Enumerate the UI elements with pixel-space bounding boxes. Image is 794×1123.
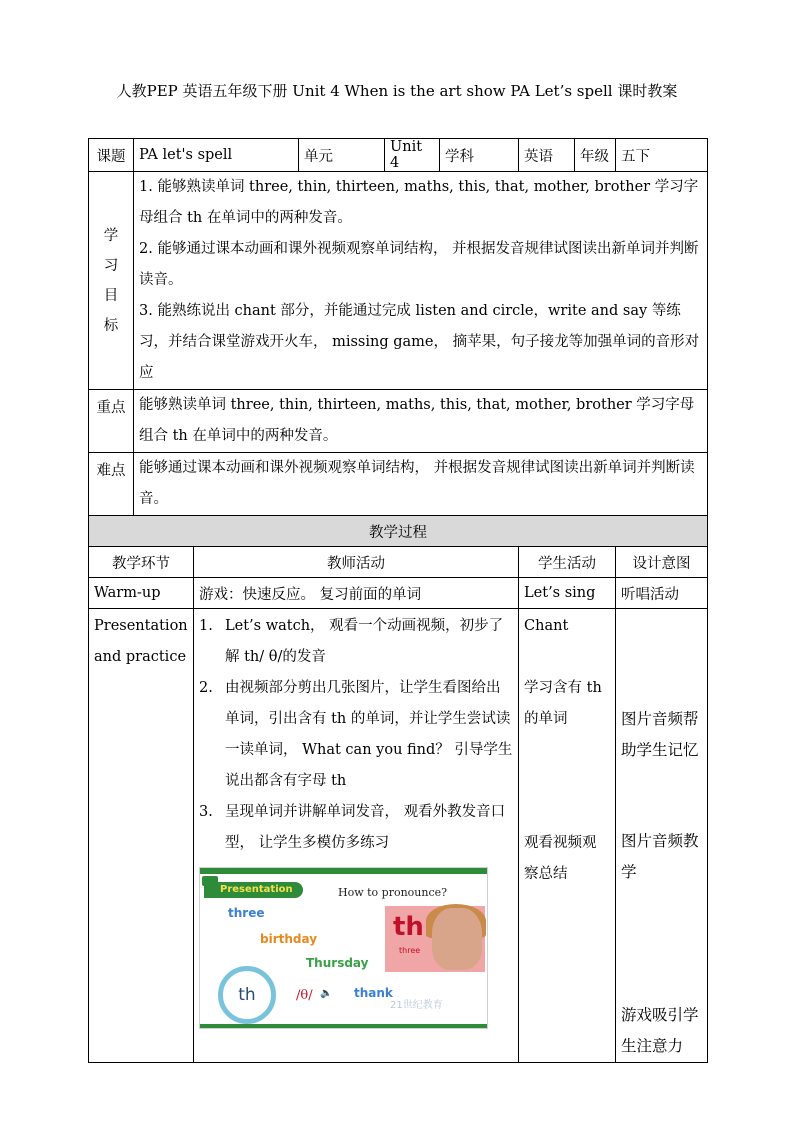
watermark-logo: 21世纪教育 — [390, 1000, 443, 1011]
difficulty-text: 能够通过课本动画和课外视频观察单词结构， 并根据发音规律试图读出新单词并判断读音。 — [134, 453, 708, 516]
process-title-row — [89, 516, 708, 547]
header-intent: 设计意图 — [616, 547, 708, 578]
presentation-student — [519, 609, 616, 1063]
grade-label: 年级 — [575, 139, 616, 172]
keypoint-row — [89, 390, 708, 453]
step-number: 2. — [199, 680, 213, 696]
difficulty-row — [89, 453, 708, 516]
presentation-teacher — [194, 609, 519, 1063]
unit-label: 单元 — [299, 139, 385, 172]
teacher-step — [199, 797, 513, 859]
presentation-row — [89, 609, 708, 1063]
topic-label: 课题 — [89, 139, 134, 172]
goal-item: 1. 能够熟读单词 three, thin, thirteen, maths, this, that, mother, brother 学习字母组合 th 在单词中的两种发音。 — [139, 179, 699, 226]
header-stage: 教学环节 — [89, 547, 194, 578]
slide-question: How to pronounce? — [338, 886, 448, 899]
info-row — [89, 139, 708, 172]
teacher-face-icon — [432, 908, 482, 970]
step-text: 由视频部分剪出几张图片，让学生看图给出单词，引出含有 th 的单词，并让学生尝试读一读单词， What can you find？ 引导学生说出都含有字母 th — [225, 680, 513, 789]
teacher-step — [199, 673, 513, 797]
lesson-slide-image — [199, 867, 488, 1029]
step-number: 3. — [199, 804, 213, 820]
step-text: Let’s watch， 观看一个动画视频，初步了解 th/ θ/的发音 — [225, 618, 504, 665]
process-header-row — [89, 547, 708, 578]
slide-word: Thursday — [306, 956, 369, 970]
keypoint-label: 重点 — [89, 390, 134, 453]
design-intent: 图片音频教学 — [621, 832, 699, 881]
slide-presentation-tag: Presentation — [204, 882, 303, 898]
header-teacher: 教师活动 — [194, 547, 519, 578]
presentation-stage: Presentation and practice — [89, 609, 194, 1063]
slide-word: thank — [354, 986, 393, 1000]
header-student: 学生活动 — [519, 547, 616, 578]
subject-value: 英语 — [519, 139, 575, 172]
goal-item: 3. 能熟练说出 chant 部分，并能通过完成 listen and circle，write and say 等练习，并结合课堂游戏开火车， missing game， 摘苹果，句子接龙等加强单词的音形对应 — [139, 303, 700, 381]
slide-bottom-bar — [200, 1024, 487, 1028]
warmup-intent: 听唱活动 — [616, 578, 708, 609]
grade-value: 五下 — [616, 139, 708, 172]
goal-item: 2. 能够通过课本动画和课外视频观察单词结构， 并根据发音规律试图读出新单词并判断读音。 — [139, 241, 699, 288]
goals-content — [134, 172, 708, 390]
warmup-student: Let’s sing — [519, 578, 616, 609]
student-activity: Chant — [524, 618, 569, 634]
ipa-symbol: /θ/ — [296, 988, 313, 1003]
th-card-word: three — [399, 946, 421, 955]
teacher-step — [199, 611, 513, 673]
keypoint-text: 能够熟读单词 three, thin, thirteen, maths, this, that, mother, brother 学习字母组合 th 在单词中的两种发音。 — [134, 390, 708, 453]
slide-top-bar — [200, 868, 487, 874]
subject-label: 学科 — [440, 139, 519, 172]
difficulty-label: 难点 — [89, 453, 134, 516]
th-card-letters: th — [393, 912, 424, 942]
topic-value: PA let's spell — [134, 139, 299, 172]
unit-value: Unit 4 — [385, 139, 440, 172]
goals-label: 学习目标 — [89, 172, 134, 390]
th-circle: th — [218, 966, 276, 1024]
teacher-steps — [199, 611, 513, 859]
student-activity: 学习含有 th 的单词 — [524, 680, 602, 727]
design-intent: 游戏吸引学生注意力 — [621, 1006, 699, 1055]
document-title: 人教PEP 英语五年级下册 Unit 4 When is the art show PA Let’s spell 课时教案 — [116, 82, 678, 100]
step-number: 1. — [199, 618, 213, 634]
student-activity: 观看视频观察总结 — [524, 835, 597, 882]
warmup-row — [89, 578, 708, 609]
warmup-teacher: 游戏：快速反应。 复习前面的单词 — [194, 578, 519, 609]
slide-word: birthday — [260, 932, 318, 946]
goals-row — [89, 172, 708, 390]
design-intent: 图片音频帮助学生记忆 — [621, 710, 699, 759]
presentation-intent — [616, 609, 708, 1063]
warmup-stage: Warm-up — [89, 578, 194, 609]
speaker-icon[interactable]: 🔈 — [320, 988, 333, 999]
slide-word: three — [228, 906, 265, 920]
process-title: 教学过程 — [89, 516, 708, 547]
step-text: 呈现单词并讲解单词发音， 观看外教发音口型， 让学生多模仿多练习 — [225, 804, 506, 851]
lesson-plan-table — [88, 138, 708, 1063]
